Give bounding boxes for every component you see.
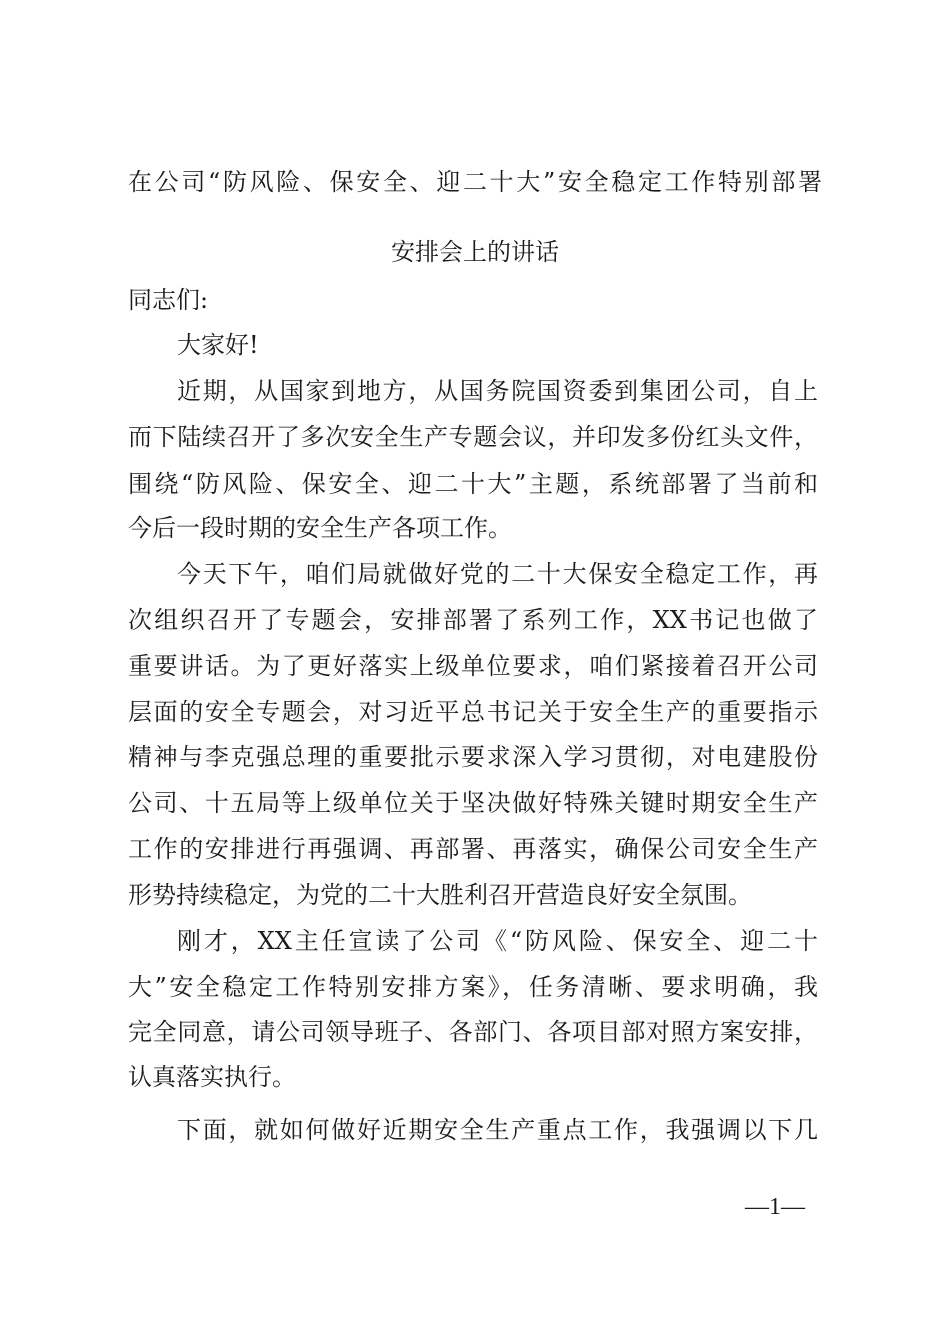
paragraph-1-line: 而下陆续召开了多次安全生产专题会议，并印发多份红头文件， — [128, 423, 818, 451]
title-line-2: 安排会上的讲话 — [391, 238, 559, 266]
page-number: —1— — [745, 1194, 805, 1220]
paragraph-1-line: 今后一段时期的安全生产各项工作。 — [128, 514, 512, 542]
paragraph-2-line: 形势持续稳定，为党的二十大胜利召开营造良好安全氛围。 — [128, 881, 752, 909]
paragraph-2-line: 次组织召开了专题会，安排部署了系列工作，XX书记也做了 — [128, 606, 818, 634]
paragraph-2-line: 今天下午，咱们局就做好党的二十大保安全稳定工作，再 — [177, 560, 818, 588]
paragraph-4-line: 下面，就如何做好近期安全生产重点工作，我强调以下几 — [177, 1116, 818, 1144]
paragraph-3-line: 大”安全稳定工作特别安排方案》，任务清晰、要求明确，我 — [128, 973, 818, 1001]
paragraph-3-line: 完全同意，请公司领导班子、各部门、各项目部对照方案安排， — [128, 1018, 818, 1046]
paragraph-2-line: 层面的安全专题会，对习近平总书记关于安全生产的重要指示 — [128, 698, 818, 726]
paragraph-3-line: 刚才，XX主任宣读了公司《“防风险、保安全、迎二十 — [177, 927, 818, 955]
paragraph-2-line: 精神与李克强总理的重要批示要求深入学习贯彻，对电建股份 — [128, 743, 818, 771]
paragraph-2-line: 工作的安排进行再强调、再部署、再落实，确保公司安全生产 — [128, 835, 818, 863]
salutation: 同志们: — [128, 286, 209, 314]
paragraph-3-line: 认真落实执行。 — [128, 1063, 296, 1091]
paragraph-1-line: 围绕“防风险、保安全、迎二十大”主题，系统部署了当前和 — [128, 470, 818, 498]
paragraph-1-line: 近期，从国家到地方，从国务院国资委到集团公司，自上 — [177, 377, 818, 405]
greeting: 大家好! — [177, 331, 259, 359]
paragraph-2-line: 公司、十五局等上级单位关于坚决做好特殊关键时期安全生产 — [128, 789, 818, 817]
title-line-1: 在公司“防风险、保安全、迎二十大”安全稳定工作特别部署 — [128, 168, 822, 196]
paragraph-2-line: 重要讲话。为了更好落实上级单位要求，咱们紧接着召开公司 — [128, 652, 818, 680]
